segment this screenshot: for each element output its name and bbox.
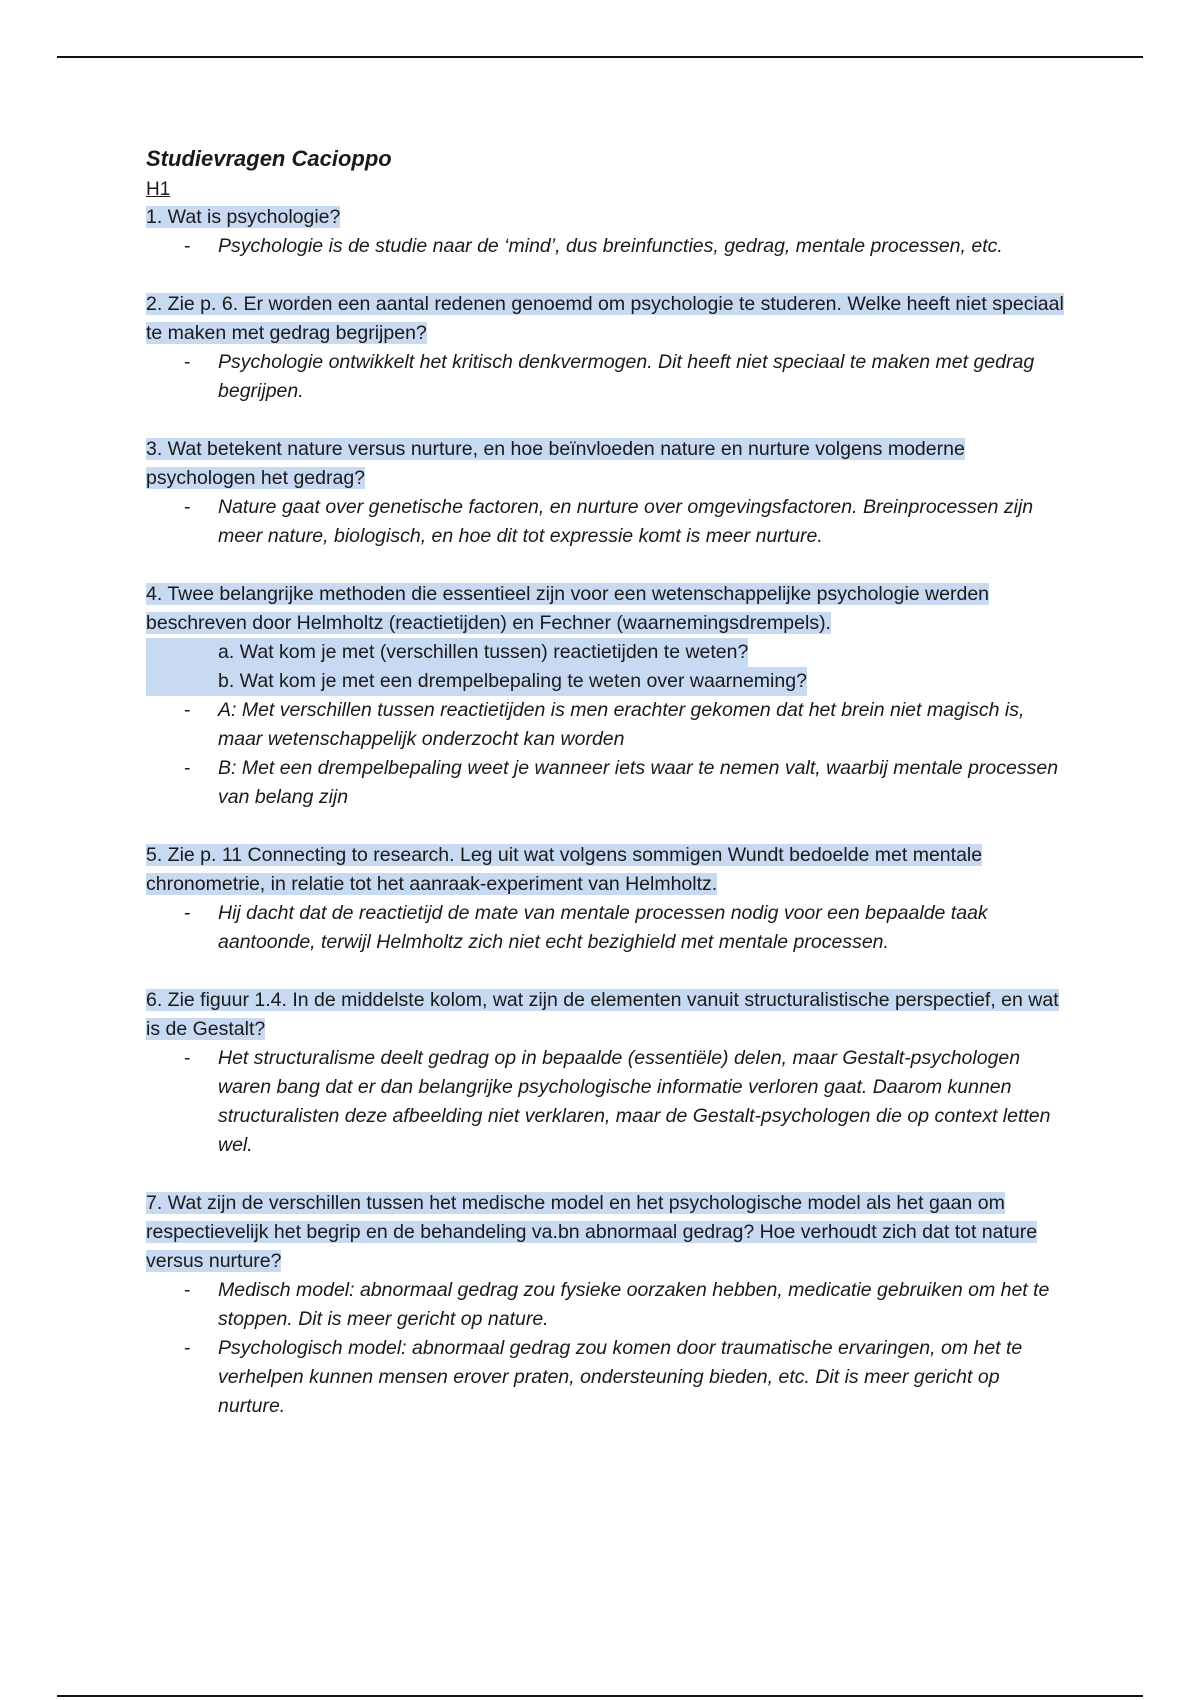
answer-2-text: Psychologie ontwikkelt het kritisch denkvermogen. Dit heeft niet speciaal te maken met gedrag begrijpen. (218, 351, 1035, 402)
question-6 (146, 986, 1066, 1044)
question-4b-text: b. Wat kom je met een drempelbepaling te weten over waarneming? (146, 667, 807, 696)
answer-4a (146, 696, 1066, 754)
header-rule (57, 56, 1143, 58)
bullet-dash: - (184, 235, 191, 257)
question-3 (146, 435, 1066, 493)
bullet-dash: - (184, 351, 191, 373)
bullet-dash: - (184, 496, 191, 518)
question-7 (146, 1189, 1066, 1276)
bullet-dash: - (184, 1047, 191, 1069)
bullet-dash: - (184, 1337, 191, 1359)
answer-6 (146, 1044, 1066, 1160)
question-1-text: 1. Wat is psychologie? (146, 206, 341, 228)
answer-7b-text: Psychologisch model: abnormaal gedrag zou komen door traumatische ervaringen, om het te verhelpen kunnen mensen erover praten, ondersteuning bieden, etc. Dit is meer gericht op nurture. (218, 1337, 1023, 1417)
answer-7b (146, 1334, 1066, 1421)
answer-7a (146, 1276, 1066, 1334)
question-2-text: 2. Zie p. 6. Er worden een aantal redenen genoemd om psychologie te studeren. Welke heeft niet speciaal te maken met gedrag begrijpen? (146, 293, 1064, 344)
question-4b (146, 667, 1066, 696)
answer-4b-text: B: Met een drempelbepaling weet je wanneer iets waar te nemen valt, waarbij mentale processen van belang zijn (218, 757, 1059, 808)
question-5 (146, 841, 1066, 899)
bullet-dash: - (184, 1279, 191, 1301)
answer-1-text: Psychologie is de studie naar de ‘mind’, dus breinfuncties, gedrag, mentale processen, etc. (218, 235, 1003, 257)
answer-7a-text: Medisch model: abnormaal gedrag zou fysieke oorzaken hebben, medicatie gebruiken om het te stoppen. Dit is meer gericht op nature. (218, 1279, 1050, 1330)
answer-2 (146, 348, 1066, 406)
bullet-dash: - (184, 902, 191, 924)
answer-3 (146, 493, 1066, 551)
bullet-dash: - (184, 757, 191, 779)
question-4 (146, 580, 1066, 638)
question-6-text: 6. Zie figuur 1.4. In de middelste kolom, wat zijn de elementen vanuit structuralistische perspectief, en wat is de Gestalt? (146, 989, 1059, 1040)
section-heading: H1 (146, 179, 171, 200)
answer-4a-text: A: Met verschillen tussen reactietijden is men erachter gekomen dat het brein niet magisch is, maar wetenschappelijk onderzocht kan worden (218, 699, 1025, 750)
question-2 (146, 290, 1066, 348)
answer-5-text: Hij dacht dat de reactietijd de mate van mentale processen nodig voor een bepaalde taak aantoonde, terwijl Helmholtz zich niet echt bezighield met mentale processen. (218, 902, 988, 953)
answer-4b (146, 754, 1066, 812)
question-4a-text: a. Wat kom je met (verschillen tussen) reactietijden te weten? (146, 638, 748, 667)
question-1 (146, 203, 1066, 232)
question-5-text: 5. Zie p. 11 Connecting to research. Leg uit wat volgens sommigen Wundt bedoelde met mentale chronometrie, in relatie tot het aanraak-experiment van Helmholtz. (146, 844, 983, 895)
answer-1 (146, 232, 1066, 261)
document-body (146, 142, 1066, 1421)
document-title: Studievragen Cacioppo (146, 146, 392, 171)
footer-rule (57, 1695, 1143, 1697)
bullet-dash: - (184, 699, 191, 721)
answer-5 (146, 899, 1066, 957)
question-4a (146, 638, 1066, 667)
question-7-text: 7. Wat zijn de verschillen tussen het medische model en het psychologische model als het gaan om respectievelijk het begrip en de behandeling va.bn abnormaal gedrag? Hoe verhoudt zich dat tot nature versus nurture? (146, 1192, 1038, 1272)
answer-6-text: Het structuralisme deelt gedrag op in bepaalde (essentiële) delen, maar Gestalt-psychologen waren bang dat er dan belangrijke psychologische informatie verloren gaat. Daarom kunnen structuralisten deze afbeelding niet verklaren, maar de Gestalt-psychologen die op context letten wel. (218, 1047, 1051, 1156)
question-3-text: 3. Wat betekent nature versus nurture, en hoe beïnvloeden nature en nurture volgens moderne psychologen het gedrag? (146, 438, 965, 489)
question-4-text: 4. Twee belangrijke methoden die essentieel zijn voor een wetenschappelijke psychologie werden beschreven door Helmholtz (reactietijden) en Fechner (waarnemingsdrempels). (146, 583, 990, 634)
answer-3-text: Nature gaat over genetische factoren, en nurture over omgevingsfactoren. Breinprocessen zijn meer nature, biologisch, en hoe dit tot expressie komt is meer nurture. (218, 496, 1034, 547)
